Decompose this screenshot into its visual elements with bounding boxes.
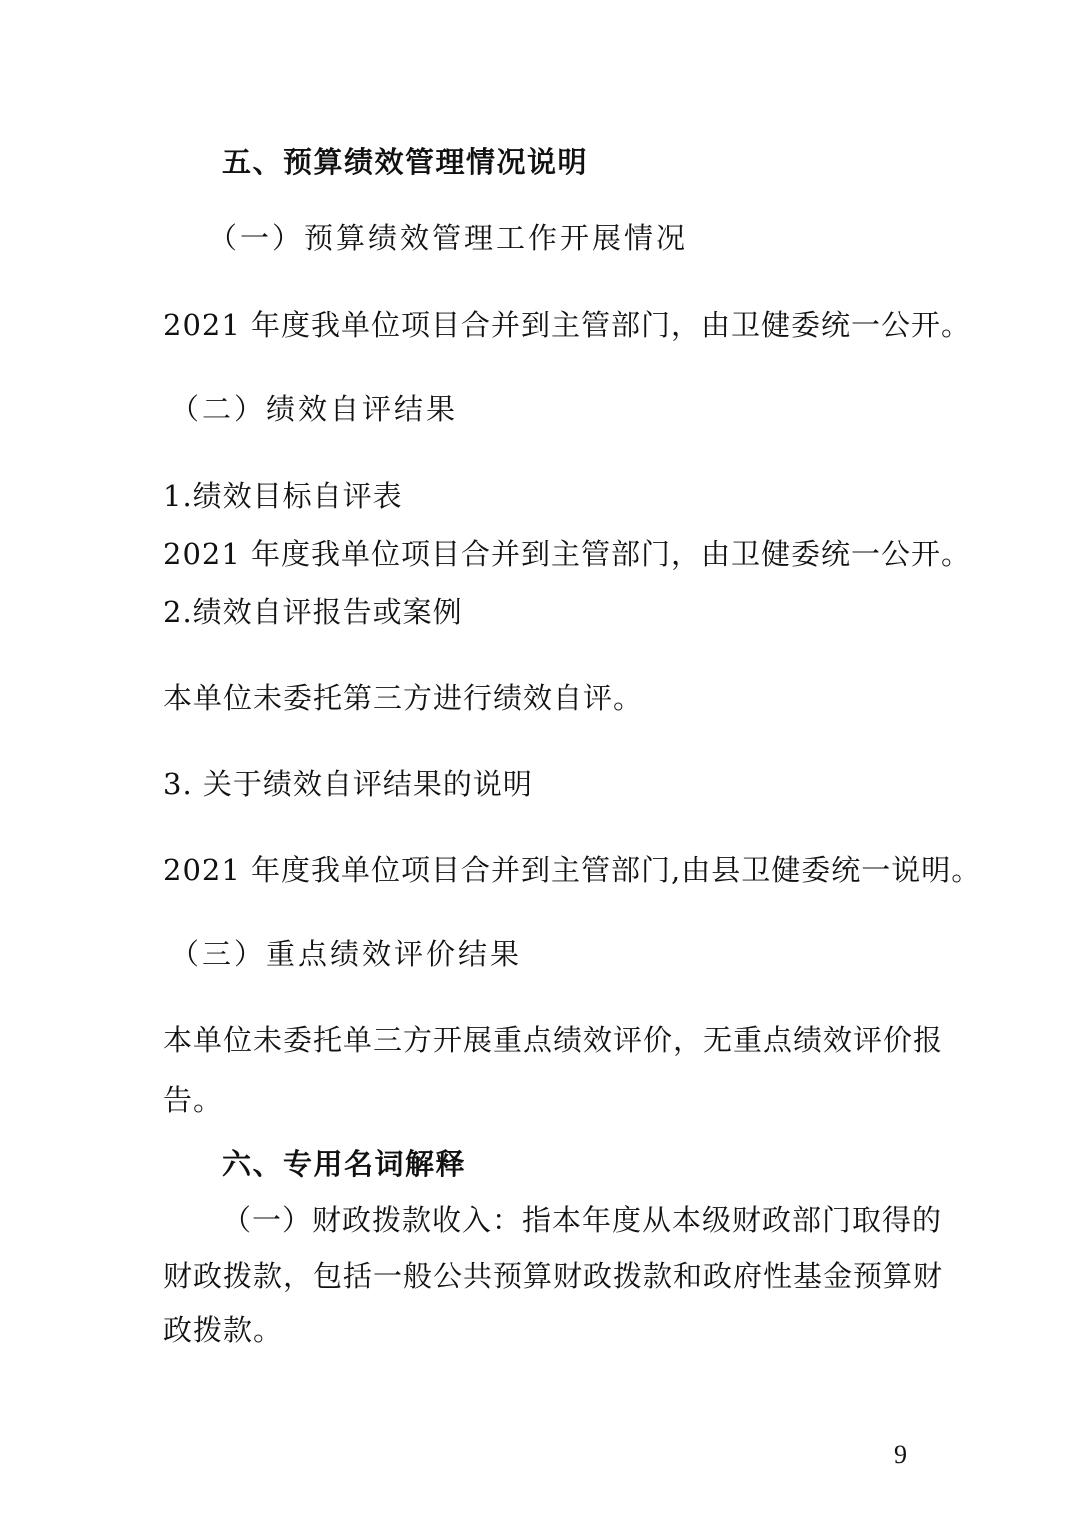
subsection-3-text-line-2: 告。 [163, 1083, 224, 1117]
item-1-text: 2021 年度我单位项目合并到主管部门，由卫健委统一公开。 [163, 537, 972, 571]
section-6-heading: 六、专用名词解释 [222, 1147, 467, 1181]
subsection-3-heading: （三）重点绩效评价结果 [170, 937, 523, 971]
item-1-title: 1.绩效目标自评表 [163, 479, 403, 513]
subsection-1-text: 2021 年度我单位项目合并到主管部门，由卫健委统一公开。 [163, 308, 972, 342]
subsection-2-heading: （二）绩效自评结果 [170, 392, 459, 426]
definition-1-line-1: （一）财政拨款收入：指本年度从本级财政部门取得的 [222, 1203, 943, 1237]
definition-1-line-2: 财政拨款，包括一般公共预算财政拨款和政府性基金预算财 [163, 1259, 944, 1293]
item-3-title: 3. 关于绩效自评结果的说明 [163, 767, 533, 801]
item-2-title: 2.绩效自评报告或案例 [163, 595, 463, 629]
subsection-1-heading: （一）预算绩效管理工作开展情况 [208, 221, 689, 255]
definition-1-line-3: 政拨款。 [163, 1313, 284, 1347]
page-number: 9 [894, 1440, 907, 1469]
section-5-heading: 五、预算绩效管理情况说明 [222, 145, 589, 179]
item-2-text: 本单位未委托第三方进行绩效自评。 [163, 681, 644, 715]
item-3-text: 2021 年度我单位项目合并到主管部门,由县卫健委统一说明。 [163, 853, 982, 887]
subsection-3-text-line-1: 本单位未委托单三方开展重点绩效评价，无重点绩效评价报 [163, 1023, 944, 1057]
